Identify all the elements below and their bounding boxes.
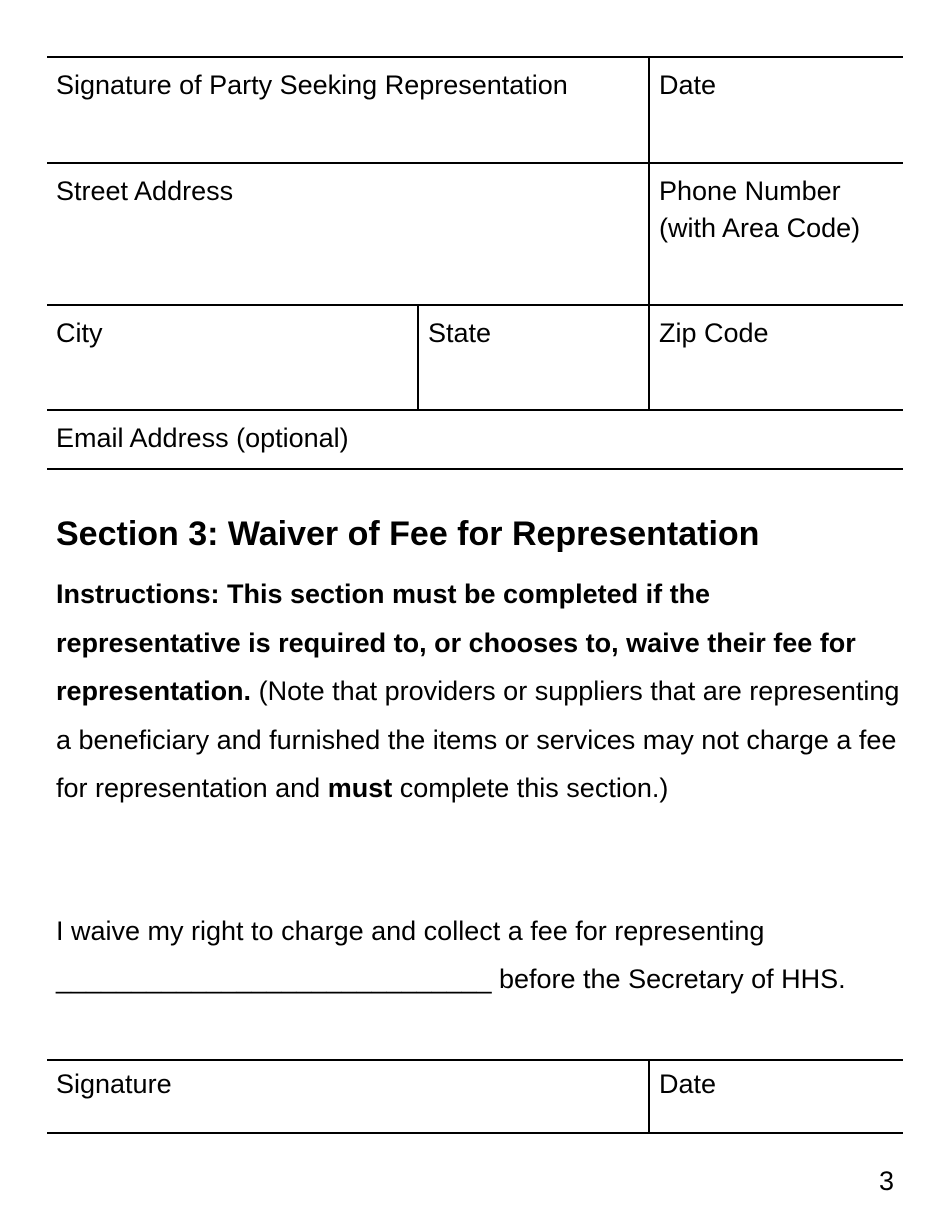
waiver-statement-line2: before the Secretary of HHS. [498,963,846,994]
section-3-instructions [56,570,901,813]
party-signature-field[interactable] [47,57,649,163]
state-field[interactable] [418,305,649,410]
phone-number-sublabel: (with Area Code) [659,213,861,243]
phone-number-label: Phone Number [659,176,841,206]
waiver-signature-field[interactable] [47,1060,649,1133]
section-3-title: Section 3: Waiver of Fee for Representation [56,515,760,553]
city-field[interactable] [47,305,418,410]
party-date-label: Date [659,70,717,100]
beneficiary-name-blank[interactable]: _____________________________ [56,963,492,994]
waiver-date-label: Date [659,1069,717,1099]
party-date-field[interactable] [649,57,903,163]
page-number: 3 [878,1166,894,1196]
note-emphasis-must: must [327,773,393,803]
email-address-label: Email Address (optional) [56,423,349,453]
state-label: State [428,318,492,348]
street-address-field[interactable] [47,163,649,305]
city-label: City [56,318,103,348]
phone-number-field[interactable] [649,163,903,305]
party-signature-label: Signature of Party Seeking Representation [56,70,568,100]
note-text-part2: complete this section.) [399,773,669,803]
waiver-statement-line1: I waive my right to charge and collect a fee for representing [56,916,765,946]
waiver-signature-table [47,1059,903,1134]
email-address-field[interactable] [47,410,903,469]
zip-code-label: Zip Code [659,318,769,348]
street-address-label: Street Address [56,176,234,206]
zip-code-field[interactable] [649,305,903,410]
note-text-part1: (Note that providers or suppliers that are representing a beneficiary and furnished the items or services may not charge a fee for representation and [56,676,900,803]
instructions-bold-text: Instructions: This section must be completed if the representative is required to, or chooses to, waive their fee for representation. [56,579,856,706]
waiver-signature-label: Signature [56,1069,172,1099]
waiver-date-field[interactable] [649,1060,903,1133]
representative-contact-table [47,56,903,470]
waiver-statement [56,908,901,1003]
